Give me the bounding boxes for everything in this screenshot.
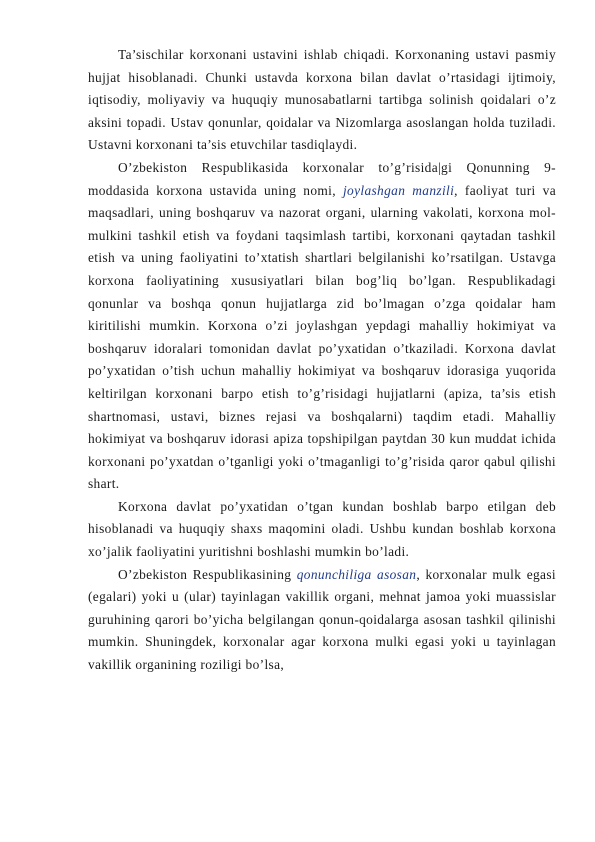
emphasis-text: qonunchiliga asosan bbox=[296, 566, 417, 582]
paragraph-text-after: , faoliyat turi va maqsadlari, uning boshqaruv va nazorat organi, ularning vakolati, korxona mol-mulkini tashkil etish va foydani taqsimlash tartibi, korxonani qaytadan tashkil etish va uning faoliyatini to’xtatish shartlari belgilanishi ko’rsatilgan. Ustavga korxona faoliyatining xususiyatlari bilan bog’liq bo’lgan. Respublikadagi qonunlar va boshqa qonun hujjatlarga zid bo’lmagan o’zga qoidalar ham kiritilishi mumkin. Korxona o’zi joylashgan yepdagi mahalliy hokimiyat va boshqaruv idoralari tomonidan davlat po’yxatidan o’tkaziladi. Korxona davlat po’yxatidan o’tish uchun mahalliy hokimiyat va boshqaruv idorasiga yuqorida keltirilgan korxonani barpo etish to’g’risidagi hujjatlarni (apiza, ta’sis etish shartnomasi, ustavi, biznes rejasi va boshqalarni) taqdim etadi. Mahalliy hokimiyat va boshqaruv idorasi apiza topshipilgan paytdan 30 kun muddat ichida korxonani po’yxatdan o’tganligi yoki o’tmaganligi to’g’risida qaror qabul qilishi shart. bbox=[88, 182, 556, 492]
paragraph-ustav bbox=[88, 44, 556, 157]
paragraph-text-before: O’zbekiston Respublikasining bbox=[118, 566, 297, 582]
paragraph-text: Korxona davlat po’yxatidan o’tgan kundan boshlab barpo etilgan deb hisoblanadi va huquqiy shaxs maqomini oladi. Ushbu kundan boshlab korxona xo’jalik faoliyatini yuritishni boshlashi mumkin bo’ladi. bbox=[88, 498, 556, 560]
paragraph-qonunchilik bbox=[88, 564, 556, 677]
paragraph-qonun-9-modda bbox=[88, 157, 556, 496]
paragraph-text-before: O’zbekiston Respublikasida korxonalar to’g’risida|gi Qonunning 9-moddasida korxona ustavida uning nomi, bbox=[88, 159, 556, 198]
document-page bbox=[88, 44, 556, 677]
paragraph-text-after: , korxonalar mulk egasi (egalari) yoki u (ular) tayinlagan vakillik organi, mehnat jamoa yoki muassislar guruhining qarori bo’yicha belgilangan qonun-qoidalarga asosan tashkil qilinishi mumkin. Shuningdek, korxonalar agar korxona mulki egasi yoki u tayinlagan vakillik organining roziligi bo’lsa, bbox=[88, 566, 556, 673]
paragraph-text: Ta’sischilar korxonani ustavini ishlab chiqadi. Korxonaning ustavi pasmiy hujjat hisoblanadi. Chunki ustavda korxona bilan davlat o’rtasidagi ijtimoiy, iqtisodiy, moliyaviy va huquqiy munosabatlarni tartibga solinish qoidalari o’z aksini topadi. Ustav qonunlar, qoidalar va Nizomlarga asoslangan holda tuziladi. Ustavni korxonani ta’sis etuvchilar tasdiqlaydi. bbox=[88, 47, 556, 153]
emphasis-text: joylashgan manzili bbox=[342, 182, 455, 198]
paragraph-davlat-royxati bbox=[88, 496, 556, 564]
